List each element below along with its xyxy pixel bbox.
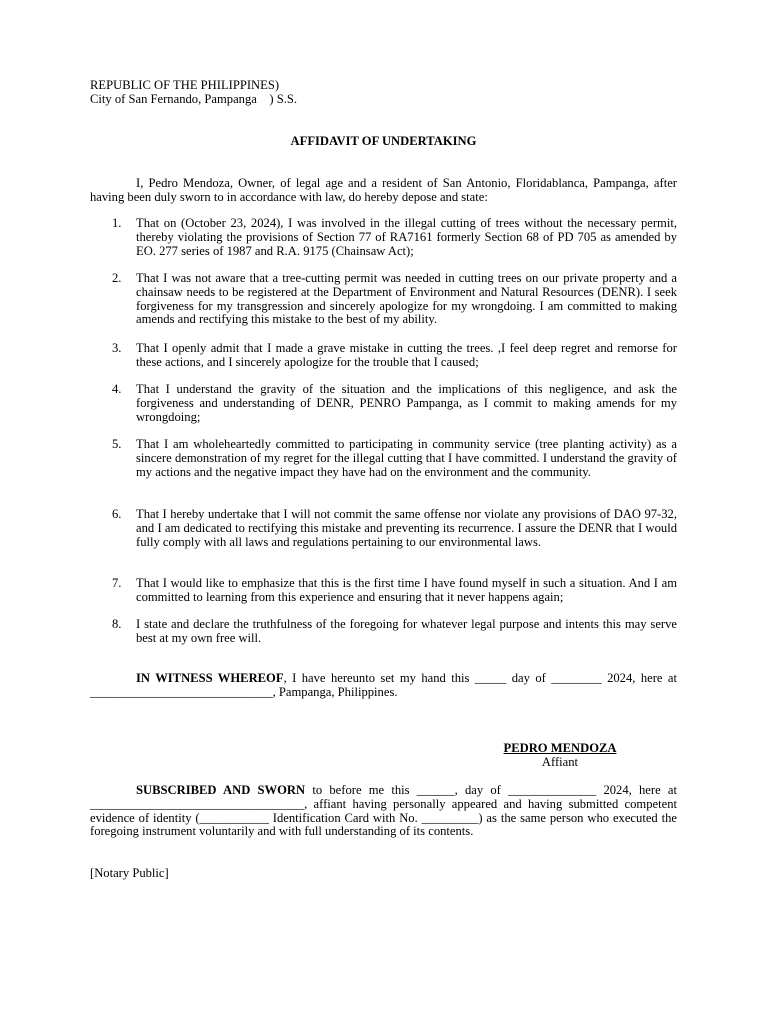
caption-republic: REPUBLIC OF THE PHILIPPINES) bbox=[90, 78, 280, 92]
signature-block bbox=[470, 742, 650, 770]
list-item-2 bbox=[90, 272, 677, 327]
venue-caption bbox=[90, 79, 510, 107]
item-number: 1. bbox=[112, 216, 122, 230]
list-item-5 bbox=[90, 438, 677, 479]
list-item-8 bbox=[90, 618, 677, 646]
item-text: That I would like to emphasize that this is the first time I have found myself in such a situation. And I am committed to learning from this experience and ensuring that it never happens again; bbox=[136, 576, 677, 604]
witness-paragraph bbox=[90, 672, 677, 700]
notary-public-label: [Notary Public] bbox=[90, 866, 169, 880]
jurat-lead: SUBSCRIBED AND SWORN bbox=[136, 783, 306, 797]
list-item-7 bbox=[90, 577, 677, 605]
item-number: 7. bbox=[112, 576, 122, 590]
item-number: 3. bbox=[112, 341, 122, 355]
item-text: I state and declare the truthfulness of the foregoing for whatever legal purpose and intents this may serve best at my own free will. bbox=[136, 617, 677, 645]
item-text: That on (October 23, 2024), I was involved in the illegal cutting of trees without the necessary permit, thereby violating the provisions of Section 77 of RA7161 formerly Section 68 of PD 705 as amended by EO. 277 series of 1987 and R.A. 9175 (Chainsaw Act); bbox=[136, 216, 677, 258]
affiant-label: Affiant bbox=[541, 754, 579, 769]
item-number: 2. bbox=[112, 271, 122, 285]
item-text: That I am wholeheartedly committed to participating in community service (tree planting activity) as a sincere demonstration of my regret for the illegal cutting that I have committed. I understand the gravity of my actions and the negative impact they have had on the environment and the community. bbox=[136, 437, 677, 479]
intro-paragraph: I, Pedro Mendoza, Owner, of legal age and a resident of San Antonio, Floridablanca, Pampanga, after having been duly sworn to in accordance with law, do hereby depose and state: bbox=[90, 176, 677, 204]
list-item-4 bbox=[90, 383, 677, 424]
document-title: AFFIDAVIT OF UNDERTAKING bbox=[290, 134, 477, 148]
caption-city: City of San Fernando, Pampanga ) S.S. bbox=[90, 91, 298, 106]
affiant-name: PEDRO MENDOZA bbox=[503, 741, 617, 755]
item-number: 4. bbox=[112, 382, 122, 396]
witness-lead: IN WITNESS WHEREOF bbox=[136, 671, 284, 685]
jurat-paragraph bbox=[90, 784, 677, 839]
item-text: That I was not aware that a tree-cutting permit was needed in cutting trees on our private property and a chainsaw needs to be registered at the Department of Environment and Natural Resources (DENR). I seek forgiveness for my transgression and sincerely apologize for my wrongdoing. I am committed to making amends and rectifying this mistake to the best of my ability. bbox=[136, 271, 677, 327]
item-number: 8. bbox=[112, 617, 122, 631]
item-text: That I openly admit that I made a grave mistake in cutting the trees. ,I feel deep regret and remorse for these actions, and I sincerely apologize for the trouble that I caused; bbox=[136, 341, 677, 369]
list-item-6 bbox=[90, 508, 677, 549]
jurat-text: to before me this ______, day of ______________ 2024, here at __________________________________, affiant having personally appeared and having submitted competent evidence of identity (___________ Identification Card with No. _________) as the same person who executed the foregoing instrument voluntarily and with full understanding of its contents. bbox=[90, 783, 677, 839]
witness-text: , I have hereunto set my hand this _____ day of ________ 2024, here at _____________________________, Pampanga, Philippines. bbox=[90, 671, 678, 699]
item-text: That I understand the gravity of the situation and the implications of this negligence, and ask the forgiveness and understanding of DENR, PENRO Pampanga, as I commit to making amends for my wrongdoing; bbox=[136, 382, 677, 424]
item-number: 6. bbox=[112, 507, 122, 521]
list-item-1 bbox=[90, 217, 677, 258]
list-item-3 bbox=[90, 342, 677, 370]
item-number: 5. bbox=[112, 437, 122, 451]
item-text: That I hereby undertake that I will not commit the same offense nor violate any provisions of DAO 97-32, and I am dedicated to rectifying this mistake and preventing its recurrence. I assure the DENR that I would fully comply with all laws and regulations pertaining to our environmental laws. bbox=[136, 507, 677, 549]
